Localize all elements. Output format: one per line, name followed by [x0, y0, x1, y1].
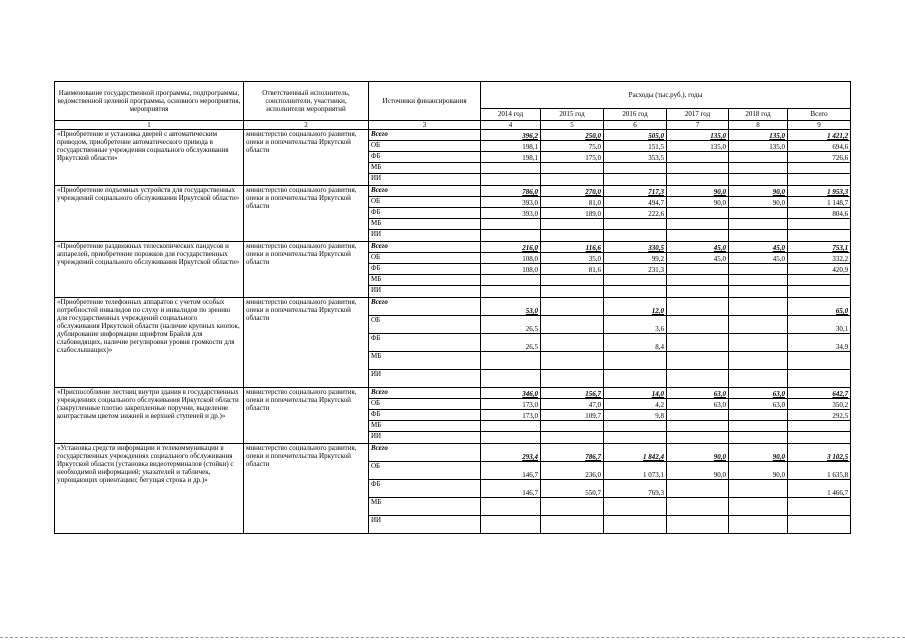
executor-cell: министерство социального развития, опеки и попечительства Иркутской области — [244, 444, 369, 534]
year-value-cell — [604, 498, 667, 516]
year-value-cell — [729, 480, 788, 498]
year-value-cell: 393,0 — [481, 197, 541, 208]
year-value-cell: 90,0 — [729, 462, 788, 480]
total-value-cell: 1 635,8 — [788, 462, 851, 480]
column-number: 3 — [369, 121, 481, 130]
funding-source-cell: Всего — [369, 242, 481, 253]
table-body — [55, 130, 851, 534]
year-value-cell — [729, 219, 788, 230]
funding-source-cell: МБ — [369, 352, 481, 370]
year-value-cell: 135,0 — [729, 141, 788, 152]
total-value-cell: 753,1 — [788, 242, 851, 253]
column-number: 4 — [481, 121, 541, 130]
year-value-cell: 270,0 — [541, 186, 604, 197]
year-value-cell — [481, 498, 541, 516]
year-value-cell: 75,0 — [541, 141, 604, 152]
column-number: 9 — [788, 121, 851, 130]
year-value-cell: 63,0 — [729, 399, 788, 410]
funding-source-cell: ОБ — [369, 462, 481, 480]
year-value-cell — [667, 421, 729, 432]
year-value-cell: 151,5 — [604, 141, 667, 152]
column-number: 6 — [604, 121, 667, 130]
year-value-cell — [541, 316, 604, 334]
total-value-cell: 726,6 — [788, 152, 851, 163]
year-value-cell: 198,1 — [481, 152, 541, 163]
column-number: 7 — [667, 121, 729, 130]
year-value-cell — [729, 498, 788, 516]
total-value-cell: 1 466,7 — [788, 480, 851, 498]
program-name-cell: «Приобретение и установка дверей с автоматическим приводом, приобретение автоматического привода в государственные учреждения социального обслуживания Иркутской области» — [55, 130, 244, 186]
year-value-cell: 12,0 — [604, 298, 667, 316]
header-executor: Ответственный исполнитель, соисполнители, участники, исполнители мероприятий — [244, 82, 369, 121]
year-value-cell: 47,0 — [541, 399, 604, 410]
funding-source-cell: МБ — [369, 275, 481, 286]
funding-source-cell: ИИ — [369, 286, 481, 298]
year-value-cell: 45,0 — [729, 242, 788, 253]
funding-source-cell: МБ — [369, 219, 481, 230]
year-value-cell — [481, 421, 541, 432]
year-value-cell: 9,8 — [604, 410, 667, 421]
total-value-cell — [788, 432, 851, 444]
year-value-cell — [729, 275, 788, 286]
year-value-cell: 90,0 — [729, 186, 788, 197]
year-value-cell — [667, 208, 729, 219]
year-value-cell: 222,6 — [604, 208, 667, 219]
total-value-cell: 420,9 — [788, 264, 851, 275]
total-value-cell: 350,2 — [788, 399, 851, 410]
funding-source-cell: Всего — [369, 388, 481, 399]
year-value-cell — [667, 275, 729, 286]
year-value-cell — [667, 334, 729, 352]
year-value-cell — [667, 480, 729, 498]
header-year: 2014 год — [481, 109, 541, 121]
year-value-cell — [481, 174, 541, 186]
year-value-cell: 494,7 — [604, 197, 667, 208]
year-value-cell: 8,4 — [604, 334, 667, 352]
year-value-cell: 81,0 — [541, 197, 604, 208]
year-value-cell — [604, 352, 667, 370]
year-value-cell: 53,0 — [481, 298, 541, 316]
total-value-cell — [788, 275, 851, 286]
program-name-cell: «Приобретение раздвижных телескопических пандусов и аппарелей, приобретение порожков для государственных учреждений социального обслуживания Иркутской области» — [55, 242, 244, 298]
year-value-cell: 135,0 — [667, 141, 729, 152]
funding-source-cell: ФБ — [369, 410, 481, 421]
funding-source-cell: ФБ — [369, 264, 481, 275]
funding-source-cell: ОБ — [369, 399, 481, 410]
year-value-cell: 116,6 — [541, 242, 604, 253]
header-total: Всего — [788, 109, 851, 121]
table-row — [55, 242, 851, 253]
total-value-cell: 804,6 — [788, 208, 851, 219]
total-value-cell — [788, 286, 851, 298]
total-value-cell: 3 102,5 — [788, 444, 851, 462]
funding-source-cell: ИИ — [369, 174, 481, 186]
year-value-cell — [481, 352, 541, 370]
year-value-cell: 786,0 — [481, 186, 541, 197]
year-value-cell — [729, 264, 788, 275]
year-value-cell: 198,1 — [481, 141, 541, 152]
year-value-cell: 146,7 — [481, 462, 541, 480]
year-value-cell: 81,6 — [541, 264, 604, 275]
year-value-cell — [667, 230, 729, 242]
funding-source-cell: Всего — [369, 186, 481, 197]
year-value-cell — [729, 432, 788, 444]
year-value-cell — [481, 432, 541, 444]
total-value-cell: 65,0 — [788, 298, 851, 316]
year-value-cell: 135,0 — [667, 130, 729, 141]
year-value-cell — [667, 163, 729, 174]
total-value-cell: 34,9 — [788, 334, 851, 352]
year-value-cell: 108,0 — [481, 264, 541, 275]
header-year: 2017 год — [667, 109, 729, 121]
funding-source-cell: МБ — [369, 421, 481, 432]
year-value-cell: 786,7 — [541, 444, 604, 462]
year-value-cell: 90,0 — [667, 444, 729, 462]
year-value-cell: 90,0 — [667, 462, 729, 480]
year-value-cell — [541, 230, 604, 242]
year-value-cell — [604, 174, 667, 186]
year-value-cell: 146,7 — [481, 480, 541, 498]
funding-source-cell: ФБ — [369, 152, 481, 163]
year-value-cell — [541, 432, 604, 444]
year-value-cell: 346,0 — [481, 388, 541, 399]
year-value-cell: 550,7 — [541, 480, 604, 498]
program-name-cell: «Приобретение подъемных устройств для государственных учреждений социального обслуживания Иркутской области» — [55, 186, 244, 242]
year-value-cell: 1 073,1 — [604, 462, 667, 480]
year-value-cell — [604, 163, 667, 174]
year-value-cell — [604, 432, 667, 444]
year-value-cell — [729, 230, 788, 242]
year-value-cell: 90,0 — [667, 186, 729, 197]
year-value-cell: 393,0 — [481, 208, 541, 219]
year-value-cell: 26,5 — [481, 334, 541, 352]
year-value-cell: 63,0 — [667, 388, 729, 399]
table-row — [55, 186, 851, 197]
total-value-cell: 1 148,7 — [788, 197, 851, 208]
year-value-cell — [729, 410, 788, 421]
executor-cell: министерство социального развития, опеки и попечительства Иркутской области — [244, 186, 369, 242]
year-value-cell — [481, 286, 541, 298]
year-value-cell: 109,7 — [541, 410, 604, 421]
year-value-cell: 90,0 — [667, 197, 729, 208]
year-value-cell: 4,2 — [604, 399, 667, 410]
year-value-cell: 353,5 — [604, 152, 667, 163]
year-value-cell — [667, 498, 729, 516]
year-value-cell — [604, 286, 667, 298]
year-value-cell — [541, 498, 604, 516]
year-value-cell: 293,4 — [481, 444, 541, 462]
year-value-cell: 26,5 — [481, 316, 541, 334]
year-value-cell — [481, 275, 541, 286]
header-year: 2018 год — [729, 109, 788, 121]
expenses-table — [54, 81, 851, 534]
table-row — [55, 444, 851, 462]
column-number: 5 — [541, 121, 604, 130]
header-program: Наименование государственной программы, подпрограммы, ведомственной целевой программы, основного мероприятия, мероприятия — [55, 82, 244, 121]
year-value-cell — [729, 174, 788, 186]
table-row — [55, 388, 851, 399]
year-value-cell: 108,0 — [481, 253, 541, 264]
header-year: 2015 год — [541, 109, 604, 121]
year-value-cell — [667, 432, 729, 444]
year-value-cell — [729, 516, 788, 534]
funding-source-cell: ОБ — [369, 253, 481, 264]
executor-cell: министерство социального развития, опеки и попечительства Иркутской области — [244, 298, 369, 388]
year-value-cell: 173,0 — [481, 399, 541, 410]
program-name-cell: «Приобретение телефонных аппаратов с учетом особых потребностей инвалидов по слуху и инвалидов по зрению для государственных учреждений социального обслуживания Иркутской области (наличие крупных кнопок, дублирование информации шрифтом Брайля для слабовидящих, наличие регулировки уровня громкости для слабослышащих)» — [55, 298, 244, 388]
funding-source-cell: ФБ — [369, 334, 481, 352]
total-value-cell: 642,7 — [788, 388, 851, 399]
year-value-cell — [729, 152, 788, 163]
year-value-cell — [729, 298, 788, 316]
total-value-cell: 1 953,3 — [788, 186, 851, 197]
year-value-cell — [729, 163, 788, 174]
year-value-cell — [729, 421, 788, 432]
year-value-cell — [481, 163, 541, 174]
total-value-cell — [788, 421, 851, 432]
year-value-cell — [667, 152, 729, 163]
year-value-cell: 3,6 — [604, 316, 667, 334]
year-value-cell — [481, 370, 541, 388]
total-value-cell — [788, 163, 851, 174]
year-value-cell — [729, 370, 788, 388]
header-expenses: Расходы (тыс.руб.), годы — [481, 82, 851, 109]
year-value-cell: 45,0 — [729, 253, 788, 264]
total-value-cell — [788, 516, 851, 534]
year-value-cell — [667, 370, 729, 388]
year-value-cell — [604, 275, 667, 286]
total-value-cell: 292,5 — [788, 410, 851, 421]
funding-source-cell: ФБ — [369, 480, 481, 498]
header-year: 2016 год — [604, 109, 667, 121]
column-number: 2 — [244, 121, 369, 130]
year-value-cell — [604, 370, 667, 388]
funding-source-cell: МБ — [369, 498, 481, 516]
year-value-cell — [604, 516, 667, 534]
year-value-cell: 175,0 — [541, 152, 604, 163]
year-value-cell — [541, 163, 604, 174]
year-value-cell — [541, 516, 604, 534]
funding-source-cell: ИИ — [369, 370, 481, 388]
funding-source-cell: ИИ — [369, 516, 481, 534]
funding-source-cell: Всего — [369, 298, 481, 316]
year-value-cell — [541, 370, 604, 388]
year-value-cell — [541, 298, 604, 316]
funding-source-cell: ИИ — [369, 230, 481, 242]
column-number: 1 — [55, 121, 244, 130]
funding-source-cell: ОБ — [369, 141, 481, 152]
total-value-cell — [788, 230, 851, 242]
funding-source-cell: ОБ — [369, 197, 481, 208]
year-value-cell — [541, 286, 604, 298]
year-value-cell: 505,0 — [604, 130, 667, 141]
table-row — [55, 130, 851, 141]
year-value-cell: 1 842,4 — [604, 444, 667, 462]
total-value-cell — [788, 174, 851, 186]
total-value-cell: 332,2 — [788, 253, 851, 264]
year-value-cell — [541, 174, 604, 186]
program-name-cell: «Установка средств информации и телекоммуникации в государственных учреждениях социального обслуживания Иркутской области (установка видеотерминалов (стойки) с необходимой информацией; указателей и табличек, упрощающих ориентацию; бегущая строка и др.)» — [55, 444, 244, 534]
year-value-cell: 63,0 — [667, 399, 729, 410]
total-value-cell: 30,1 — [788, 316, 851, 334]
year-value-cell: 14,0 — [604, 388, 667, 399]
year-value-cell — [667, 174, 729, 186]
year-value-cell — [667, 516, 729, 534]
header-source: Источники финансирования — [369, 82, 481, 121]
year-value-cell: 90,0 — [729, 444, 788, 462]
year-value-cell: 173,0 — [481, 410, 541, 421]
year-value-cell: 45,0 — [667, 253, 729, 264]
executor-cell: министерство социального развития, опеки и попечительства Иркутской области — [244, 130, 369, 186]
column-number: 8 — [729, 121, 788, 130]
total-value-cell — [788, 498, 851, 516]
year-value-cell — [541, 334, 604, 352]
year-value-cell — [729, 208, 788, 219]
funding-source-cell: МБ — [369, 163, 481, 174]
year-value-cell: 396,2 — [481, 130, 541, 141]
year-value-cell: 45,0 — [667, 242, 729, 253]
funding-source-cell: Всего — [369, 130, 481, 141]
year-value-cell — [729, 352, 788, 370]
year-value-cell — [604, 219, 667, 230]
executor-cell: министерство социального развития, опеки и попечительства Иркутской области — [244, 388, 369, 444]
year-value-cell — [667, 298, 729, 316]
funding-source-cell: Всего — [369, 444, 481, 462]
year-value-cell — [481, 230, 541, 242]
program-name-cell: «Приспособление лестниц внутри здания в государственных учреждениях социального обслуживания Иркутской области (закругленные плотно закрепленные поручни, выделение контрастным цветом нижней и верхней ступеней и др.)» — [55, 388, 244, 444]
year-value-cell — [604, 230, 667, 242]
year-value-cell — [729, 286, 788, 298]
year-value-cell: 35,0 — [541, 253, 604, 264]
year-value-cell: 135,0 — [729, 130, 788, 141]
year-value-cell: 189,0 — [541, 208, 604, 219]
year-value-cell — [481, 219, 541, 230]
year-value-cell — [481, 516, 541, 534]
table-row — [55, 298, 851, 316]
year-value-cell: 330,5 — [604, 242, 667, 253]
year-value-cell — [729, 334, 788, 352]
year-value-cell — [667, 219, 729, 230]
year-value-cell: 231,3 — [604, 264, 667, 275]
year-value-cell: 769,3 — [604, 480, 667, 498]
year-value-cell — [667, 264, 729, 275]
year-value-cell — [667, 410, 729, 421]
year-value-cell — [604, 421, 667, 432]
funding-source-cell: ИИ — [369, 432, 481, 444]
year-value-cell: 99,2 — [604, 253, 667, 264]
year-value-cell: 216,0 — [481, 242, 541, 253]
scan-edge-line — [0, 637, 905, 638]
year-value-cell — [667, 316, 729, 334]
year-value-cell: 717,3 — [604, 186, 667, 197]
year-value-cell — [729, 316, 788, 334]
year-value-cell: 236,0 — [541, 462, 604, 480]
year-value-cell — [667, 286, 729, 298]
total-value-cell — [788, 219, 851, 230]
executor-cell: министерство социального развития, опеки и попечительства Иркутской области — [244, 242, 369, 298]
total-value-cell: 1 421,2 — [788, 130, 851, 141]
funding-source-cell: ФБ — [369, 208, 481, 219]
year-value-cell — [541, 352, 604, 370]
year-value-cell — [541, 219, 604, 230]
year-value-cell: 250,0 — [541, 130, 604, 141]
year-value-cell — [541, 275, 604, 286]
total-value-cell: 694,6 — [788, 141, 851, 152]
total-value-cell — [788, 352, 851, 370]
year-value-cell: 156,7 — [541, 388, 604, 399]
year-value-cell — [667, 352, 729, 370]
year-value-cell: 90,0 — [729, 197, 788, 208]
year-value-cell: 63,0 — [729, 388, 788, 399]
year-value-cell — [541, 421, 604, 432]
total-value-cell — [788, 370, 851, 388]
funding-source-cell: ОБ — [369, 316, 481, 334]
